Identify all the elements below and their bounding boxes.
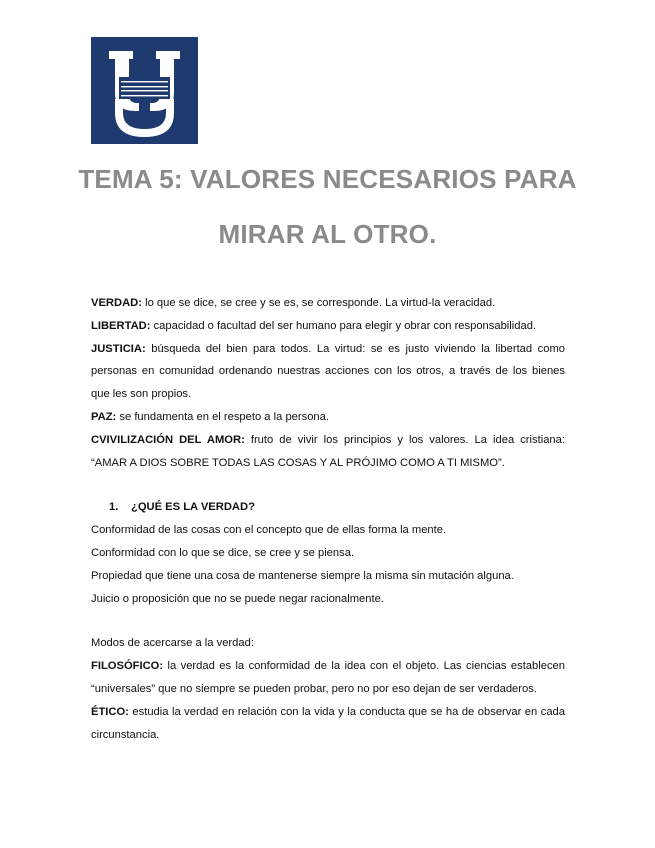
modo-etico-line2: circunstancia. bbox=[91, 728, 160, 741]
term-etico: ÉTICO: bbox=[91, 705, 129, 718]
term-filosofico: FILOSÓFICO: bbox=[91, 660, 164, 673]
definition-verdad bbox=[91, 292, 565, 315]
section-line: Juicio o proposición que no se puede negar racionalmente. bbox=[91, 592, 384, 605]
definition-civilizacion-line1: fruto de vivir los principios y los valores. La idea cristiana: bbox=[244, 433, 565, 446]
section-line: Conformidad con lo que se dice, se cree y se piensa. bbox=[91, 546, 355, 559]
university-logo bbox=[91, 37, 198, 144]
definition-justicia-line2: personas en comunidad ordenando nuestras acciones con los otros, a través de los bienes bbox=[91, 365, 565, 378]
modo-filosofico-line1: la verdad es la conformidad de la idea con el objeto. Las ciencias establecen bbox=[163, 660, 565, 673]
definition-libertad-text: capacidad o facultad del ser humano para elegir y obrar con responsabilidad. bbox=[150, 319, 537, 332]
definition-paz bbox=[91, 406, 565, 429]
page-title-line2: MIRAR AL OTRO. bbox=[218, 219, 437, 249]
section-title: ¿QUÉ ES LA VERDAD? bbox=[131, 501, 255, 514]
term-justicia: JUSTICIA: bbox=[91, 342, 146, 355]
modo-etico bbox=[91, 701, 565, 724]
definition-civilizacion-line2: “AMAR A DIOS SOBRE TODAS LAS COSAS Y AL PRÓJIMO COMO A TI MISMO”. bbox=[91, 456, 505, 469]
definition-verdad-text: lo que se dice, se cree y se es, se corresponde. La virtud-la veracidad. bbox=[141, 297, 496, 309]
definition-justicia-line3: que les son propios. bbox=[91, 388, 192, 401]
paragraph-gap bbox=[91, 610, 565, 632]
document-body bbox=[91, 292, 565, 746]
section-line: Propiedad que tiene una cosa de mantenerse siempre la misma sin mutación alguna. bbox=[91, 569, 514, 582]
term-verdad: VERDAD: bbox=[91, 297, 142, 309]
modo-filosofico-line2: “universales” que no siempre se pueden probar, pero no por eso dejan de ser verdaderos. bbox=[91, 682, 537, 695]
term-paz: PAZ: bbox=[91, 410, 117, 423]
definition-paz-text: se fundamenta en el respeto a la persona. bbox=[116, 410, 329, 423]
definition-justicia bbox=[91, 338, 565, 361]
term-civilizacion: CVIVILIZACIÓN DEL AMOR: bbox=[91, 433, 245, 446]
definition-libertad bbox=[91, 315, 565, 338]
definition-justicia-line1: búsqueda del bien para todos. La virtud: se es justo viviendo la libertad como bbox=[145, 342, 565, 355]
modo-filosofico bbox=[91, 655, 565, 678]
term-libertad: LIBERTAD: bbox=[91, 319, 151, 332]
definition-civilizacion bbox=[91, 429, 565, 452]
modo-etico-line1: estudia la verdad en relación con la vida y la conducta que se ha de observar en cada bbox=[128, 705, 565, 718]
logo-mark bbox=[91, 37, 198, 144]
page-title-line1: TEMA 5: VALORES NECESARIOS PARA bbox=[78, 164, 577, 194]
modos-intro: Modos de acercarse a la verdad: bbox=[91, 637, 254, 650]
section-number: 1. bbox=[109, 501, 119, 514]
section-line: Conformidad de las cosas con el concepto que de ellas forma la mente. bbox=[91, 524, 447, 537]
section-heading bbox=[91, 496, 565, 519]
